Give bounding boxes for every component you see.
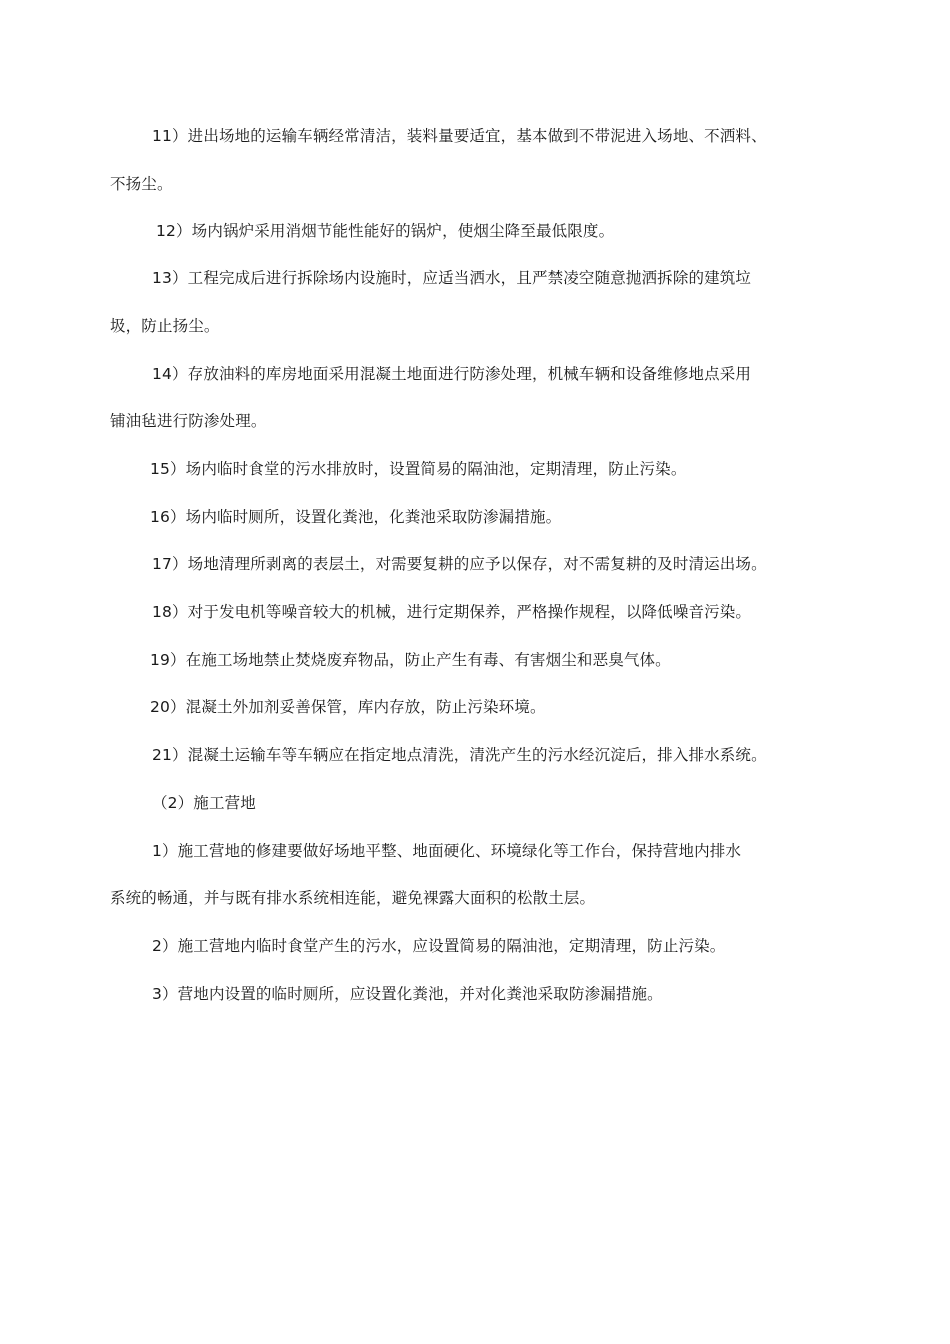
text-line-item-19: 19）在施工场地禁止焚烧废弃物品，防止产生有毒、有害烟尘和恶臭气体。 — [150, 651, 671, 669]
text-line-item-18: 18）对于发电机等噪音较大的机械，进行定期保养，严格操作规程，以降低噪音污染。 — [152, 603, 752, 621]
text-line-item-15: 15）场内临时食堂的污水排放时，设置简易的隔油池，定期清理，防止污染。 — [150, 460, 687, 478]
section-heading-construction-camp: （2）施工营地 — [152, 794, 256, 812]
text-line-item-16: 16）场内临时厕所，设置化粪池，化粪池采取防渗漏措施。 — [150, 508, 562, 526]
text-line-item-11-cont: 不扬尘。 — [110, 175, 173, 193]
text-line-camp-item-2: 2）施工营地内临时食堂产生的污水，应设置简易的隔油池，定期清理，防止污染。 — [152, 937, 726, 955]
text-line-item-14-cont: 铺油毡进行防渗处理。 — [110, 412, 267, 430]
text-line-item-13: 13）工程完成后进行拆除场内设施时，应适当洒水，且严禁凌空随意抛洒拆除的建筑垃 — [152, 269, 752, 287]
text-line-camp-item-3: 3）营地内设置的临时厕所，应设置化粪池，并对化粪池采取防渗漏措施。 — [152, 985, 663, 1003]
text-line-item-20: 20）混凝土外加剂妥善保管，库内存放，防止污染环境。 — [150, 698, 546, 716]
text-line-item-21: 21）混凝土运输车等车辆应在指定地点清洗，清洗产生的污水经沉淀后，排入排水系统。 — [152, 746, 767, 764]
text-line-item-12: 12）场内锅炉采用消烟节能性能好的锅炉，使烟尘降至最低限度。 — [156, 222, 615, 240]
text-line-item-14: 14）存放油料的库房地面采用混凝土地面进行防渗处理，机械车辆和设备维修地点采用 — [152, 365, 752, 383]
text-line-camp-item-1-cont: 系统的畅通，并与既有排水系统相连能，避免裸露大面积的松散土层。 — [110, 889, 596, 907]
text-line-item-17: 17）场地清理所剥离的表层土，对需要复耕的应予以保存，对不需复耕的及时清运出场。 — [152, 555, 767, 573]
text-line-item-11: 11）进出场地的运输车辆经常清洁，装料量要适宜，基本做到不带泥进入场地、不洒料、 — [152, 127, 767, 145]
text-line-item-13-cont: 圾，防止扬尘。 — [110, 317, 220, 335]
text-line-camp-item-1: 1）施工营地的修建要做好场地平整、地面硬化、环境绿化等工作台，保持营地内排水 — [152, 842, 742, 860]
